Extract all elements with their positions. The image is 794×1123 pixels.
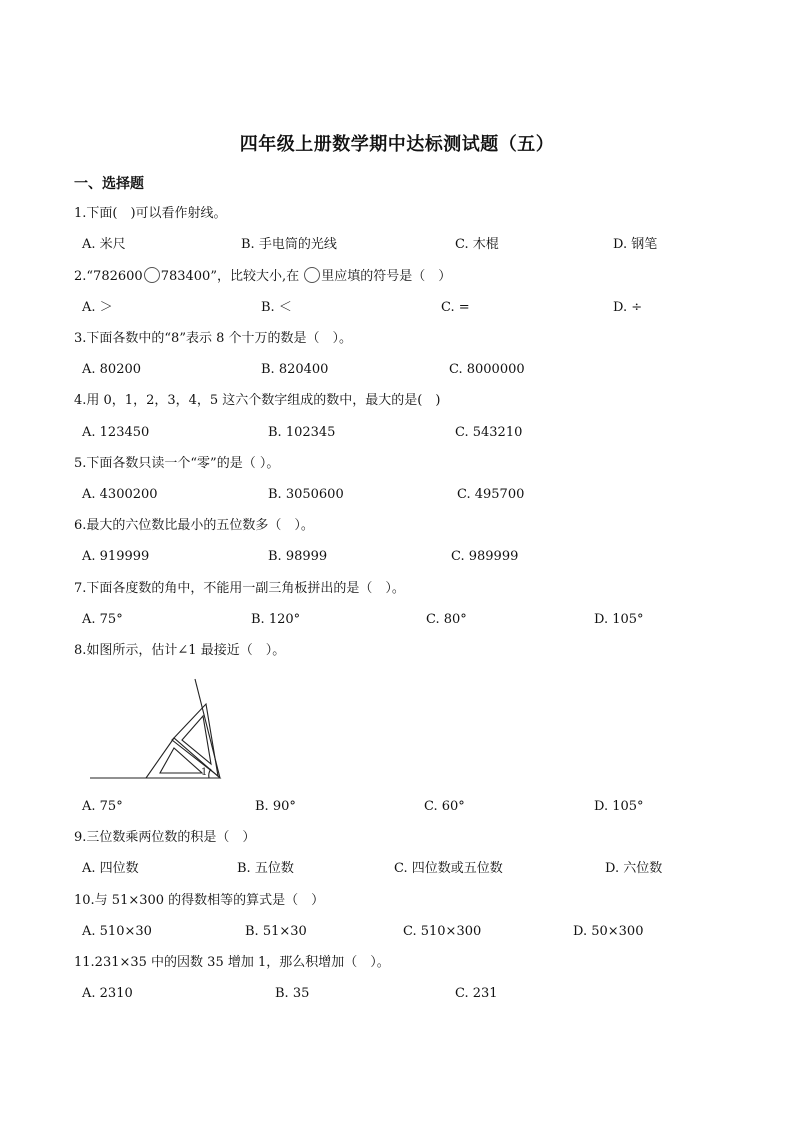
q8-option-c[interactable]: C. 60° bbox=[424, 799, 465, 814]
q6-option-c[interactable]: C. 989999 bbox=[451, 549, 519, 564]
figure-triangle-upper bbox=[172, 704, 218, 776]
q10-option-d[interactable]: D. 50×300 bbox=[573, 924, 644, 939]
q2-option-c[interactable]: C. = bbox=[441, 300, 470, 315]
question-8: 8.如图所示，估计∠1 最接近（ ）。 bbox=[74, 643, 286, 658]
q6-option-b[interactable]: B. 98999 bbox=[268, 549, 328, 564]
q10-option-c[interactable]: C. 510×300 bbox=[403, 924, 482, 939]
question-1: 1.下面( )可以看作射线。 bbox=[74, 206, 227, 221]
question-10: 10.与 51×300 的得数相等的算式是（ ） bbox=[74, 893, 325, 908]
q3-option-b[interactable]: B. 820400 bbox=[261, 362, 329, 377]
q9-option-b[interactable]: B. 五位数 bbox=[237, 861, 294, 876]
question-4: 4.用 0，1，2，3，4，5 这六个数字组成的数中，最大的是( ) bbox=[74, 393, 441, 408]
q8-option-d[interactable]: D. 105° bbox=[594, 799, 644, 814]
q11-option-c[interactable]: C. 231 bbox=[455, 986, 498, 1001]
q3-option-a[interactable]: A. 80200 bbox=[82, 362, 142, 377]
q1-option-d[interactable]: D. 钢笔 bbox=[613, 237, 658, 252]
question-7: 7.下面各度数的角中，不能用一副三角板拼出的是（ ）。 bbox=[74, 581, 405, 596]
q10-option-b[interactable]: B. 51×30 bbox=[245, 924, 307, 939]
q7-option-d[interactable]: D. 105° bbox=[594, 612, 644, 627]
question-6: 6.最大的六位数比最小的五位数多（ ）。 bbox=[74, 518, 314, 533]
q9-option-a[interactable]: A. 四位数 bbox=[82, 861, 139, 876]
q1-option-b[interactable]: B. 手电筒的光线 bbox=[241, 237, 337, 252]
blank-circle-icon bbox=[304, 267, 320, 283]
q4-option-b[interactable]: B. 102345 bbox=[268, 425, 336, 440]
q2-option-b[interactable]: B. ＜ bbox=[261, 300, 292, 315]
q8-option-a[interactable]: A. 75° bbox=[82, 799, 123, 814]
q2-option-d[interactable]: D. ÷ bbox=[613, 300, 643, 315]
q11-option-b[interactable]: B. 35 bbox=[275, 986, 310, 1001]
q7-option-a[interactable]: A. 75° bbox=[82, 612, 123, 627]
q7-option-c[interactable]: C. 80° bbox=[426, 612, 467, 627]
q1-option-a[interactable]: A. 米尺 bbox=[82, 237, 126, 252]
q9-option-d[interactable]: D. 六位数 bbox=[605, 861, 663, 876]
q5-option-a[interactable]: A. 4300200 bbox=[82, 487, 158, 502]
question-2 bbox=[74, 267, 451, 287]
section-heading: 一、选择题 bbox=[74, 176, 144, 192]
angle-label: 1 bbox=[201, 767, 208, 778]
q2-text-part1: 2.“782600 bbox=[74, 269, 143, 284]
q9-option-c[interactable]: C. 四位数或五位数 bbox=[394, 861, 503, 876]
set-square-angle-figure bbox=[88, 676, 224, 784]
q2-option-a[interactable]: A. ＞ bbox=[82, 300, 113, 315]
page-title: 四年级上册数学期中达标测试题（五） bbox=[239, 134, 555, 155]
q11-option-a[interactable]: A. 2310 bbox=[82, 986, 133, 1001]
q4-option-c[interactable]: C. 543210 bbox=[455, 425, 523, 440]
q1-option-c[interactable]: C. 木棍 bbox=[455, 237, 499, 252]
q3-option-c[interactable]: C. 8000000 bbox=[449, 362, 525, 377]
question-11: 11.231×35 中的因数 35 增加 1，那么积增加（ ）。 bbox=[74, 955, 390, 970]
question-9: 9.三位数乘两位数的积是（ ） bbox=[74, 830, 256, 845]
q5-option-b[interactable]: B. 3050600 bbox=[268, 487, 344, 502]
q5-option-c[interactable]: C. 495700 bbox=[457, 487, 525, 502]
q10-option-a[interactable]: A. 510×30 bbox=[82, 924, 152, 939]
q4-option-a[interactable]: A. 123450 bbox=[82, 425, 150, 440]
question-5: 5.下面各数只读一个“零”的是（ ）。 bbox=[74, 456, 280, 471]
q2-text-part3: 里应填的符号是（ ） bbox=[321, 269, 452, 284]
q6-option-a[interactable]: A. 919999 bbox=[82, 549, 150, 564]
figure-angle-arc bbox=[209, 769, 211, 778]
q7-option-b[interactable]: B. 120° bbox=[251, 612, 301, 627]
q8-option-b[interactable]: B. 90° bbox=[255, 799, 296, 814]
q2-text-part2: 783400”，比较大小,在 bbox=[160, 269, 300, 284]
blank-circle-icon bbox=[144, 267, 160, 283]
question-3: 3.下面各数中的“8”表示 8 个十万的数是（ ）。 bbox=[74, 331, 353, 346]
